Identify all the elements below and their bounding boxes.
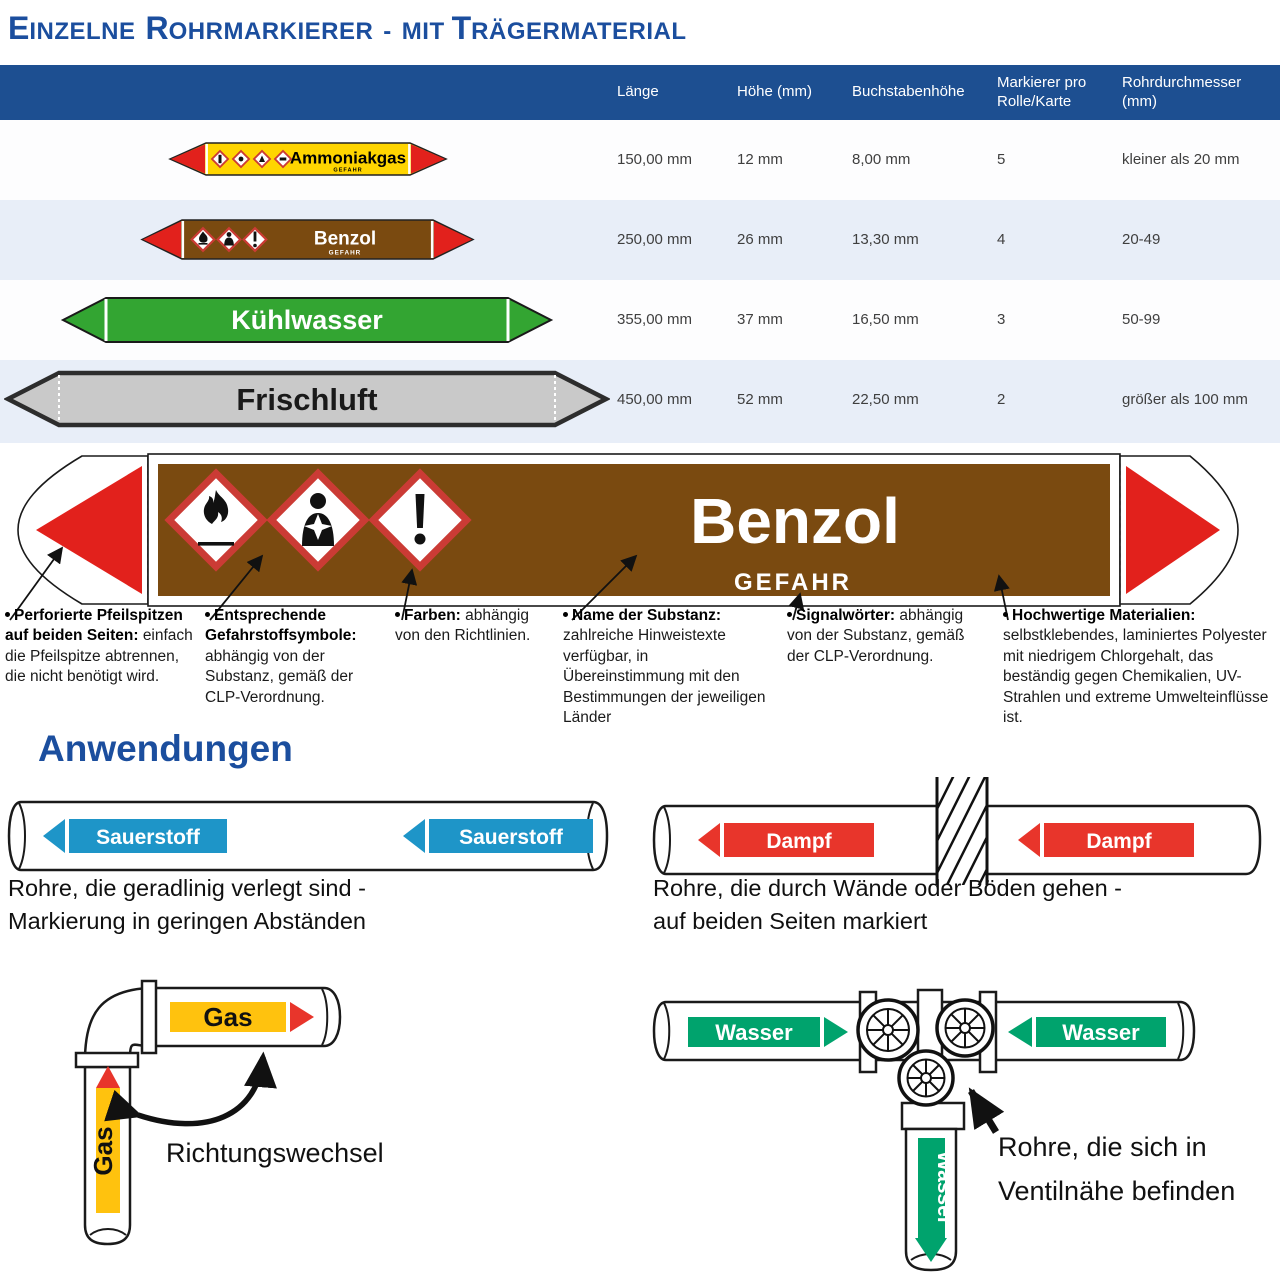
caption-valve-line2: Ventilnähe befinden	[998, 1176, 1236, 1206]
cell-rohrdurchmesser: kleiner als 20 mm	[1122, 151, 1240, 168]
arrow-tip-right	[411, 145, 445, 174]
table-header-bar	[0, 65, 1280, 120]
marker-substance-label: Gas	[88, 1126, 118, 1176]
pipe-marker-benzol	[140, 216, 475, 263]
pipe-flange	[142, 981, 156, 1053]
applications-heading: Anwendungen	[38, 728, 293, 769]
page-title	[8, 10, 687, 47]
marker-substance-label: Benzol	[313, 228, 377, 250]
title-segment: T	[451, 10, 472, 46]
cell-laenge: 450,00 mm	[617, 391, 693, 408]
title-segment: MIT	[401, 18, 445, 45]
arrow-tip-right	[434, 222, 472, 258]
caption-line: Rohre, die durch Wände oder Böden gehen -	[653, 875, 1123, 901]
cell-hoehe: 52 mm	[737, 391, 783, 408]
cell-hoehe: 37 mm	[737, 311, 783, 328]
cell-buchstabenhoehe: 22,50 mm	[852, 391, 919, 408]
marker-substance-label: Wasser	[715, 1020, 793, 1045]
marker-substance-label: Kühlwasser	[231, 305, 383, 335]
cell-markierer: 4	[997, 231, 1006, 248]
flow-marker-wasser	[688, 1017, 848, 1047]
annotation-title: Farben:	[404, 607, 461, 624]
caption-valve-line1: Rohre, die sich in	[998, 1132, 1207, 1162]
direction-change-label: Richtungswechsel	[166, 1138, 384, 1168]
title-dash: -	[383, 18, 392, 45]
cell-buchstabenhoehe: 16,50 mm	[852, 311, 919, 328]
cell-hoehe: 26 mm	[737, 231, 783, 248]
diagram-wall-pipe	[650, 775, 1280, 887]
table-row	[0, 200, 1280, 280]
annotation-text: einfach die Pfeilspitze abtrennen, die nicht benötigt wird.	[5, 627, 193, 686]
bullet-icon	[205, 612, 210, 617]
diagram-elbow-pipe	[30, 965, 450, 1280]
flow-marker-wasser	[1008, 1017, 1166, 1047]
col-header-hoehe: Höhe (mm)	[737, 83, 813, 101]
elbow-bend	[85, 988, 148, 1057]
bullet-icon	[787, 612, 792, 617]
bullet-icon	[395, 612, 400, 617]
diagram-straight-pipe	[5, 793, 610, 878]
col-header-markierer: Markierer pro Rolle/Karte	[997, 73, 1087, 110]
flow-marker-gas	[170, 1002, 314, 1032]
pointer-arrow-icon	[971, 1091, 996, 1132]
valve-housing	[902, 1103, 964, 1129]
marker-signal-word: GEFAHR	[328, 249, 362, 257]
table-row	[0, 360, 1280, 443]
col-header-laenge: Länge	[617, 83, 659, 101]
bullet-icon	[563, 612, 568, 617]
marker-substance-label: Dampf	[1086, 830, 1152, 853]
pipe-flange	[76, 1053, 138, 1067]
marker-substance-label: Sauerstoff	[96, 826, 200, 849]
cell-rohrdurchmesser: größer als 100 mm	[1122, 391, 1248, 408]
valve-handwheel-icon	[937, 1000, 993, 1056]
cell-buchstabenhoehe: 13,30 mm	[852, 231, 919, 248]
pipe-marker-kuehlwasser	[60, 293, 554, 347]
flow-marker-sauerstoff	[403, 819, 593, 853]
title-segment: R	[145, 10, 169, 46]
diagram-valve-pipes	[650, 953, 1280, 1280]
col-header-rohrdurchmesser: Rohrdurchmesser (mm)	[1122, 73, 1242, 110]
cell-markierer: 3	[997, 311, 1006, 328]
annotation-title: Signalwörter:	[796, 607, 896, 624]
marker-substance-label: Frischluft	[236, 382, 378, 417]
cell-laenge: 250,00 mm	[617, 231, 693, 248]
marker-substance-label: Dampf	[766, 830, 832, 853]
valve-handwheel-icon	[899, 1051, 953, 1105]
cell-laenge: 150,00 mm	[617, 151, 693, 168]
annotation-title: Entsprechende Gefahrstoffsymbole:	[205, 607, 357, 645]
pipe-marker-ammoniakgas	[168, 140, 448, 178]
annotation-text: zahlreiche Hinweistexte verfügbar, in Übereinstimmung mit den Bestimmungen der jeweiligen Länder	[563, 627, 766, 727]
annotation-title: Name der Substanz:	[572, 607, 722, 624]
bullet-icon	[5, 612, 10, 617]
annotation-title: Hochwertige Materialien:	[1012, 607, 1196, 624]
annotation-text: selbstklebendes, laminiertes Polyester mit niedrigem Chlorgehalt, das beständig gegen Chemikalien, UV-Strahlen und extreme Umwelteinflüsse ist.	[1003, 627, 1269, 727]
caption-line: auf beiden Seiten markiert	[653, 908, 928, 934]
caption-line: Markierung in geringen Abständen	[8, 908, 366, 934]
marker-substance-label: Wasser	[1062, 1020, 1140, 1045]
cell-laenge: 355,00 mm	[617, 311, 693, 328]
cell-rohrdurchmesser: 50-99	[1122, 311, 1161, 328]
bullet-icon	[1003, 612, 1008, 617]
col-header-buchstabenhoehe: Buchstabenhöhe	[852, 83, 965, 101]
annotation-text: abhängig von den Richtlinien.	[395, 607, 531, 645]
title-segment: INZELNE	[29, 18, 136, 45]
marker-substance-label: Ammoniakgas	[289, 148, 407, 168]
marker-substance-label: Sauerstoff	[459, 826, 563, 849]
pipe-marker-frischluft	[4, 367, 610, 431]
cell-buchstabenhoehe: 8,00 mm	[852, 151, 911, 168]
marker-substance-label: Gas	[203, 1002, 253, 1032]
arrow-tip-left	[143, 222, 181, 258]
hero-signal-word: GEFAHR	[733, 569, 853, 596]
valve-handwheel-icon	[858, 1000, 918, 1060]
table-row	[0, 280, 1280, 360]
annotation-text: abhängig von der Substanz, gemäß der CLP-Verordnung.	[787, 607, 965, 665]
annotation-substance-name	[563, 606, 768, 729]
table-row	[0, 120, 1280, 200]
flow-marker-sauerstoff	[43, 819, 227, 853]
cell-markierer: 2	[997, 391, 1006, 408]
flow-marker-dampf	[698, 823, 874, 857]
annotation-hazard-symbols	[205, 606, 380, 708]
caption-straight-pipe	[8, 872, 366, 938]
marker-substance-label: Wasser	[933, 1151, 956, 1225]
flow-marker-dampf	[1018, 823, 1194, 857]
title-segment: RÄGERMATERIAL	[471, 18, 687, 45]
cell-markierer: 5	[997, 151, 1006, 168]
annotation-materials	[1003, 606, 1271, 729]
caption-wall-pipe	[653, 872, 1122, 938]
caption-line: Rohre, die geradlinig verlegt sind -	[8, 875, 366, 901]
title-segment: E	[8, 10, 30, 46]
title-segment: OHRMARKIERER	[168, 18, 374, 45]
annotation-perforated-tips	[5, 606, 195, 688]
hero-substance-label: Benzol	[690, 485, 900, 557]
annotation-signal-words	[787, 606, 987, 667]
cell-hoehe: 12 mm	[737, 151, 783, 168]
cell-rohrdurchmesser: 20-49	[1122, 231, 1161, 248]
annotation-colors	[395, 606, 550, 647]
direction-change-arrow	[138, 1057, 263, 1124]
annotation-text: abhängig von der Substanz, gemäß der CLP-Verordnung.	[205, 647, 354, 706]
annotation-title: Perforierte Pfeilspitzen auf beiden Seiten:	[5, 607, 183, 645]
marker-signal-word: GEFAHR	[333, 167, 363, 174]
arrow-tip-left	[171, 145, 205, 174]
hero-pipe-marker-benzol	[0, 450, 1280, 625]
